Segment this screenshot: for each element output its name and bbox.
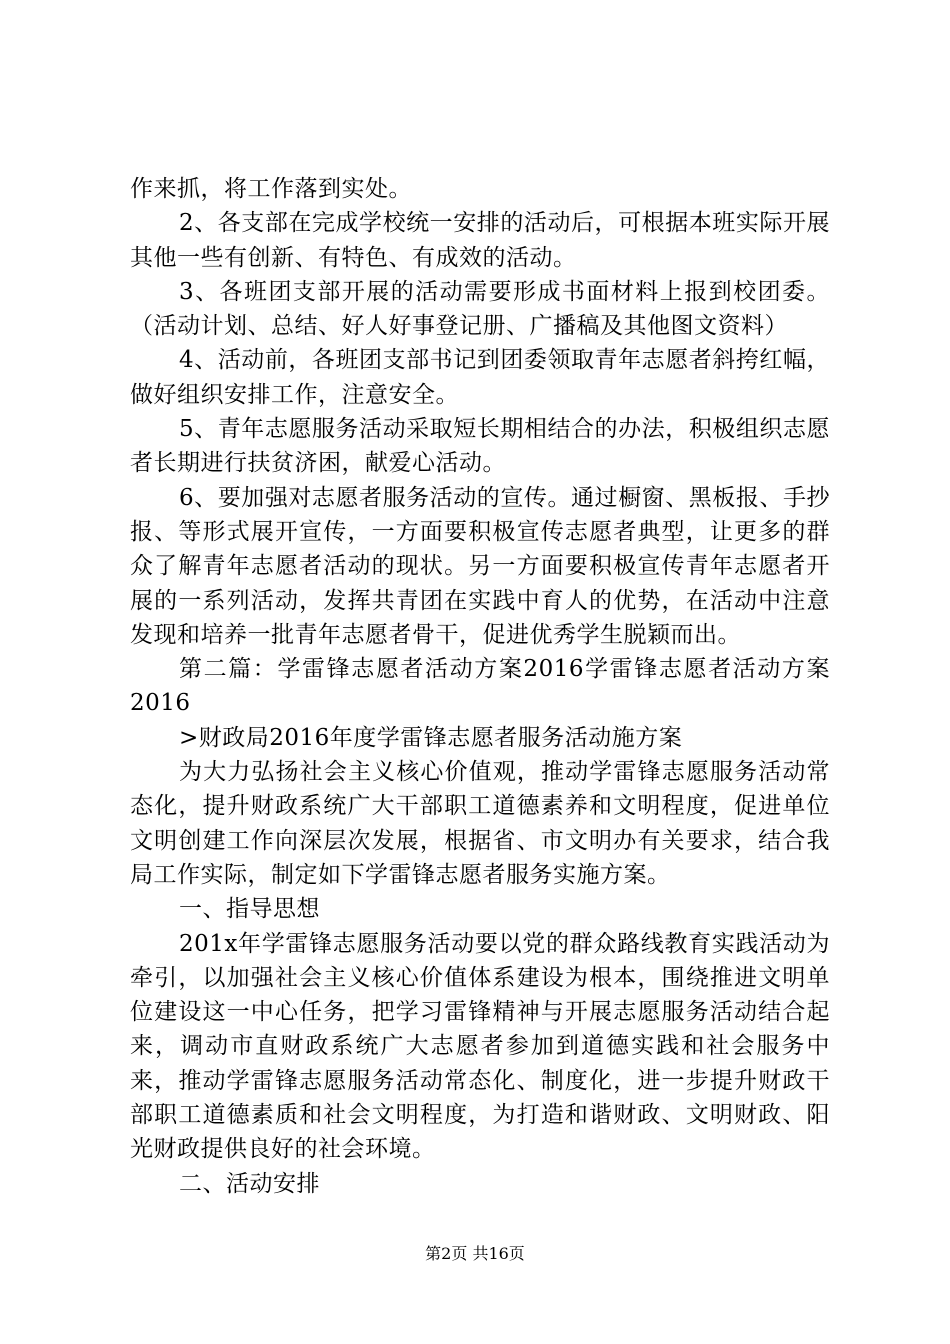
document-subtitle: >财政局2016年度学雷锋志愿者服务活动施方案 — [179, 724, 683, 751]
paragraph-6: 6、要加强对志愿者服务活动的宣传。通过橱窗、黑板报、手抄报、等形式展开宣传，一方面要积极宣传志愿者典型，让更多的群众了解青年志愿者活动的现状。另一方面要积极宣传青年志愿者开展的一系列活动，发挥共青团在实践中育人的优势，在活动中注意发现和培养一批青年志愿者骨干，促进优秀学生脱颖而出。 — [130, 484, 830, 648]
paragraph-3: 3、各班团支部开展的活动需要形成书面材料上报到校团委。（活动计划、总结、好人好事登记册、广播稿及其他图文资料） — [130, 278, 830, 340]
paragraph-guiding-ideology: 201x年学雷锋志愿服务活动要以党的群众路线教育实践活动为牵引，以加强社会主义核心价值体系建设为根本，围绕推进文明单位建设这一中心任务，把学习雷锋精神与开展志愿服务活动结合起来，调动市直财政系统广大志愿者参加到道德实践和社会服务中来，推动学雷锋志愿服务活动常态化、制度化，进一步提升财政干部职工道德素质和社会文明程度，为打造和谐财政、文明财政、阳光财政提供良好的社会环境。 — [130, 930, 830, 1163]
paragraph-2: 2、各支部在完成学校统一安排的活动后，可根据本班实际开展其他一些有创新、有特色、有成效的活动。 — [130, 210, 830, 271]
paragraph-5: 5、青年志愿服务活动采取短长期相结合的办法，积极组织志愿者长期进行扶贫济困，献爱心活动。 — [130, 416, 830, 477]
page-number-footer: 第2页 共16页 — [425, 1244, 525, 1263]
heading-guiding-ideology: 一、指导思想 — [179, 896, 320, 923]
heading-activity-arrangement: 二、活动安排 — [179, 1170, 320, 1197]
section-heading-second-article: 第二篇：学雷锋志愿者活动方案2016学雷锋志愿者活动方案2016 — [130, 656, 830, 717]
paragraph-4: 4、活动前，各班团支部书记到团委领取青年志愿者斜挎红幅，做好组织安排工作，注意安全。 — [130, 347, 830, 408]
document-body — [130, 172, 830, 1201]
paragraph-1: 作来抓，将工作落到实处。 — [130, 176, 412, 202]
paragraph-intro: 为大力弘扬社会主义核心价值观，推动学雷锋志愿服务活动常态化，提升财政系统广大干部职工道德素养和文明程度，促进单位文明创建工作向深层次发展，根据省、市文明办有关要求，结合我局工作实际，制定如下学雷锋志愿者服务实施方案。 — [130, 759, 830, 888]
